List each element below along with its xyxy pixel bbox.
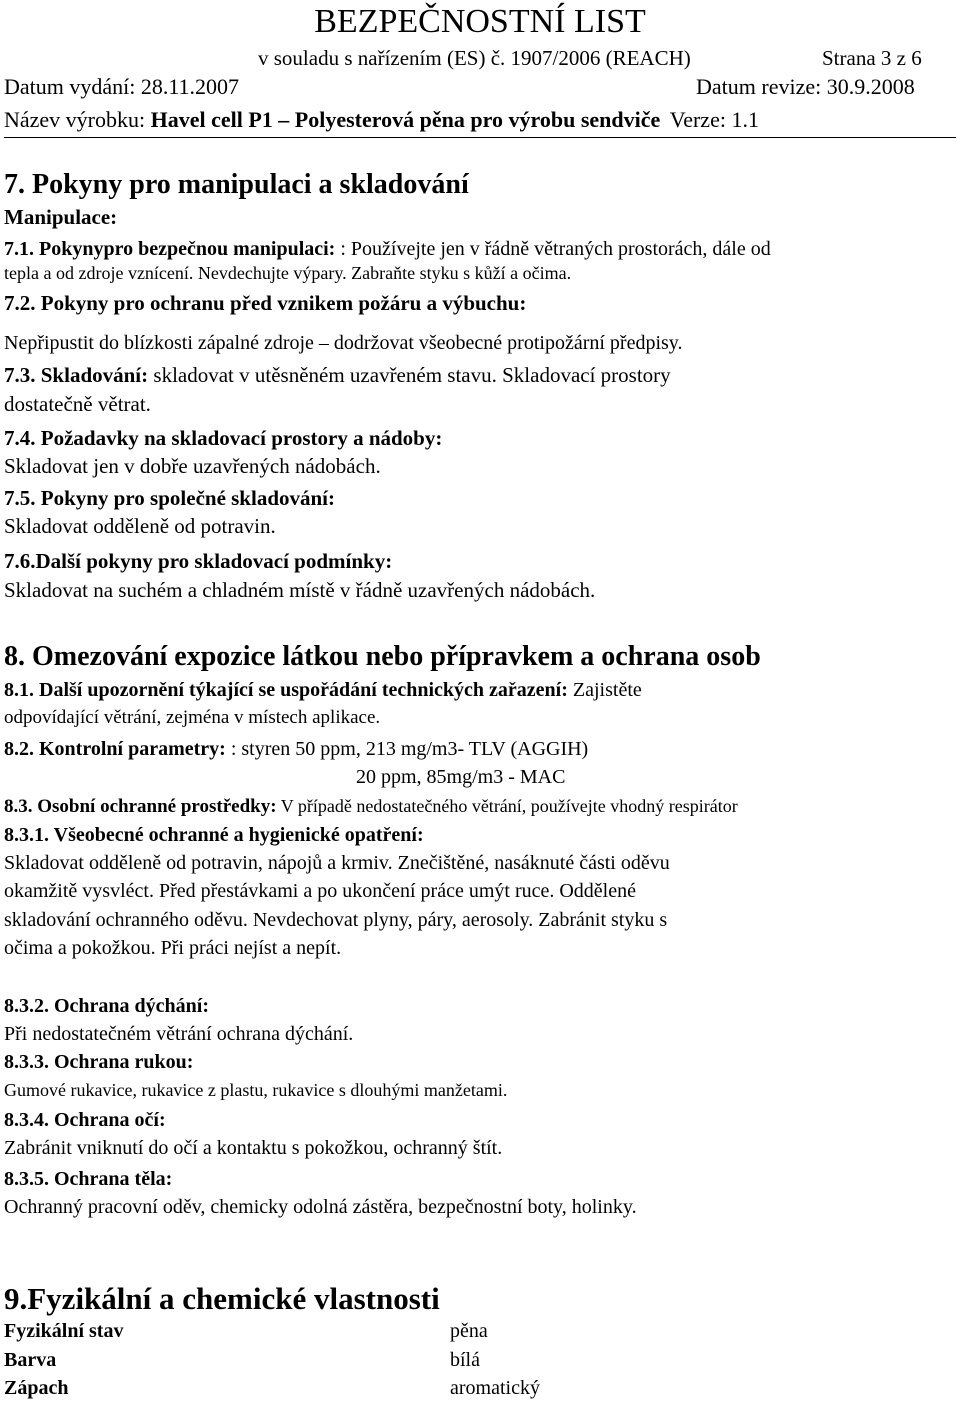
regulation-reference: v souladu s nařízením (ES) č. 1907/2006 (REACH) (258, 46, 691, 70)
section-7-4-text: Skladovat jen v dobře uzavřených nádobách. (4, 454, 381, 478)
section-7-5-text: Skladovat odděleně od potravin. (4, 514, 276, 538)
section-7-2-text: Nepřipustit do blízkosti zápalné zdroje – dodržovat všeobecné protipožární předpisy. (4, 332, 683, 354)
property-value: pěna (450, 1320, 488, 1342)
section-8-1-title: 8.1. Další upozornění týkající se uspořádání technických zařazení: (4, 679, 568, 701)
section-8-3-title: 8.3. Osobní ochranné prostředky: (4, 796, 277, 817)
section-8-1 (4, 676, 642, 704)
page-number: Strana 3 z 6 (822, 46, 922, 70)
section-7-4-title: 7.4. Požadavky na skladovací prostory a nádoby: (4, 426, 443, 450)
property-label: Zápach (4, 1377, 69, 1399)
property-label: Barva (4, 1349, 57, 1371)
section-8-3-4-text: Zabránit vniknutí do očí a kontaktu s pokožkou, ochranný štít. (4, 1137, 503, 1159)
section-9-heading: 9.Fyzikální a chemické vlastnosti (4, 1281, 440, 1316)
section-7-1-text-a: : Používejte jen v řádně větraných prostorách, dále od (335, 238, 771, 260)
section-8-3-4-title: 8.3.4. Ochrana očí: (4, 1109, 166, 1131)
property-value: bílá (450, 1349, 480, 1371)
version: Verze: 1.1 (669, 107, 759, 132)
property-value: aromatický (450, 1377, 540, 1399)
section-7-6-title: 7.6.Další pokyny pro skladovací podmínky: (4, 549, 393, 573)
product-line (4, 106, 759, 134)
section-8-3-3-title: 8.3.3. Ochrana rukou: (4, 1051, 194, 1073)
issue-date: Datum vydání: 28.11.2007 (4, 74, 240, 99)
section-8-3-text: V případě nedostatečného větrání, používejte vhodný respirátor (276, 796, 738, 816)
section-8-3-3-text: Gumové rukavice, rukavice z plastu, rukavice s dlouhými manžetami. (4, 1080, 508, 1100)
section-8-3-1-line-3: skladování ochranného oděvu. Nevdechovat plyny, páry, aerosoly. Zabránit styku s (4, 909, 668, 931)
header-divider (4, 137, 956, 138)
product-label: Název výrobku: (4, 107, 146, 132)
section-7-3-text-b: dostatečně větrat. (4, 392, 151, 416)
section-8-heading: 8. Omezování expozice látkou nebo přípravkem a ochrana osob (4, 641, 761, 672)
section-8-2 (4, 735, 588, 763)
section-7-2-title: 7.2. Pokyny pro ochranu před vznikem požáru a výbuchu: (4, 291, 527, 315)
section-7-3-title: 7.3. Skladování: (4, 363, 149, 387)
section-8-3-1-title: 8.3.1. Všeobecné ochranné a hygienické opatření: (4, 824, 424, 846)
product-name: Havel cell P1 – Polyesterová pěna pro výrobu sendviče (150, 107, 661, 132)
section-8-1-text-b: odpovídající větrání, zejména v místech aplikace. (4, 707, 381, 728)
section-8-2-title: 8.2. Kontrolní parametry: (4, 738, 226, 760)
section-8-2-text-a: : styren 50 ppm, 213 mg/m3- TLV (AGGIH) (225, 738, 589, 760)
section-8-3-2-title: 8.3.2. Ochrana dýchání: (4, 995, 210, 1017)
section-7-3-text-a: skladovat v utěsněném uzavřeném stavu. Skladovací prostory (148, 363, 671, 387)
section-7-3 (4, 361, 671, 389)
section-8-3 (4, 793, 738, 820)
section-7-6-text: Skladovat na suchém a chladném místě v řádně uzavřených nádobách. (4, 578, 596, 602)
section-7-1 (4, 235, 771, 263)
revision-date: Datum revize: 30.9.2008 (696, 74, 915, 99)
section-7-5-title: 7.5. Pokyny pro společné skladování: (4, 486, 336, 510)
section-8-3-1-line-4: očima a pokožkou. Při práci nejíst a nepít. (4, 937, 342, 959)
section-8-3-5-text: Ochranný pracovní oděv, chemicky odolná zástěra, bezpečnostní boty, holinky. (4, 1196, 637, 1218)
section-7-heading: 7. Pokyny pro manipulaci a skladování (4, 169, 469, 200)
section-8-3-1-line-2: okamžitě vysvléct. Před přestávkami a po ukončení práce umýt ruce. Oddělené (4, 880, 636, 902)
property-label: Fyzikální stav (4, 1320, 124, 1342)
section-7-1-text-b: tepla a od zdroje vznícení. Nevdechujte výpary. Zabraňte styku s kůží a očima. (4, 263, 572, 283)
section-8-2-text-b: 20 ppm, 85mg/m3 - MAC (356, 766, 566, 788)
section-8-1-text-a: Zajistěte (567, 679, 642, 701)
manipulation-label: Manipulace: (4, 205, 118, 229)
document-title: BEZPEČNOSTNÍ LIST (314, 3, 646, 40)
section-8-3-2-text: Při nedostatečném větrání ochrana dýchání. (4, 1023, 354, 1045)
section-8-3-1-line-1: Skladovat odděleně od potravin, nápojů a krmiv. Znečištěné, nasáknuté části oděvu (4, 852, 670, 874)
section-7-1-title: 7.1. Pokynypro bezpečnou manipulaci: (4, 238, 336, 260)
section-8-3-5-title: 8.3.5. Ochrana těla: (4, 1168, 173, 1190)
